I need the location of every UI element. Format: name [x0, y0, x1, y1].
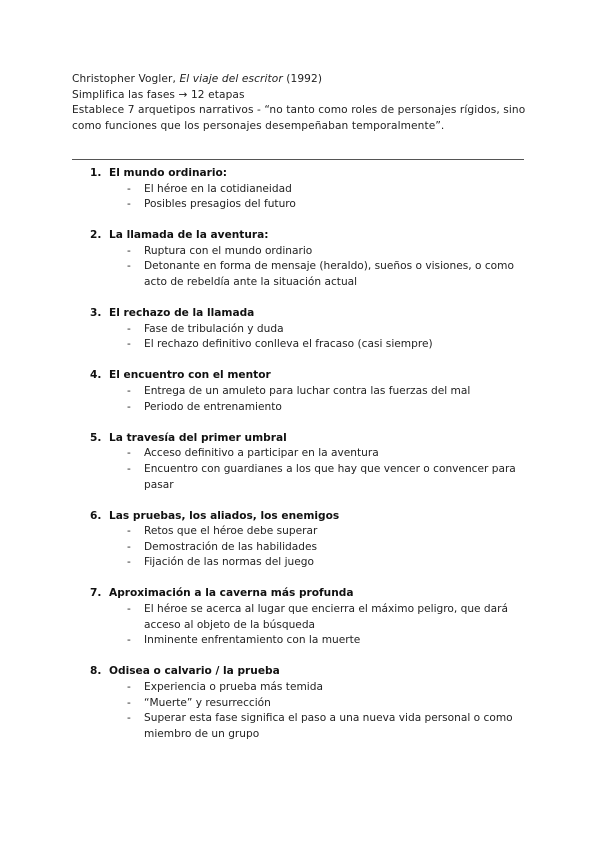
bullet-item: [72, 337, 532, 353]
stage-number: 7.: [90, 587, 102, 600]
bullet-text: El héroe se acerca al lugar que encierra el máximo peligro, que dará acceso al objeto de la búsqueda: [144, 603, 508, 631]
stage-bullet-list: [72, 244, 532, 291]
dash-bullet-icon: -: [127, 400, 131, 413]
dash-bullet-icon: -: [127, 540, 131, 553]
dash-bullet-icon: -: [127, 182, 131, 195]
bullet-item: [72, 462, 532, 493]
stage-number: 8.: [90, 665, 102, 678]
dash-bullet-icon: -: [127, 556, 131, 569]
stage-number: 3.: [90, 307, 102, 320]
bullet-item: [72, 602, 532, 633]
bullet-text: Experiencia o prueba más temida: [144, 680, 323, 693]
stage-section: [72, 228, 532, 290]
stage-section: [72, 306, 532, 353]
stage-title: Aproximación a la caverna más profunda: [109, 587, 354, 600]
stage-number: 6.: [90, 509, 102, 522]
stage-bullet-list: [72, 446, 532, 493]
stage-heading: [72, 431, 532, 447]
horizontal-divider: [72, 159, 524, 160]
dash-bullet-icon: -: [127, 260, 131, 273]
stage-heading: [72, 306, 532, 322]
book-title: El viaje del escritor: [179, 73, 283, 85]
stage-section: [72, 431, 532, 493]
stage-heading: [72, 664, 532, 680]
bullet-item: [72, 259, 532, 290]
bullet-item: [72, 446, 532, 462]
dash-bullet-icon: -: [127, 680, 131, 693]
stage-bullet-list: [72, 602, 532, 649]
bullet-item: [72, 633, 532, 649]
dash-bullet-icon: -: [127, 462, 131, 475]
bullet-text: El héroe en la cotidianeidad: [144, 182, 292, 195]
bullet-text: Demostración de las habilidades: [144, 540, 317, 553]
author-name: Christopher Vogler,: [72, 73, 180, 85]
stage-title: La travesía del primer umbral: [109, 431, 287, 444]
dash-bullet-icon: -: [127, 322, 131, 335]
bullet-item: [72, 711, 532, 742]
bullet-item: [72, 400, 532, 416]
bullet-text: Encuentro con guardianes a los que hay que vencer o convencer para pasar: [144, 462, 516, 491]
bullet-item: [72, 197, 532, 213]
stage-section: [72, 509, 532, 571]
bullet-text: Detonante en forma de mensaje (heraldo), sueños o visiones, o como acto de rebeldía ante la situación actual: [144, 260, 514, 289]
bullet-item: [72, 524, 532, 540]
stage-bullet-list: [72, 322, 532, 353]
dash-bullet-icon: -: [127, 338, 131, 351]
citation-line: [72, 72, 532, 88]
bullet-item: [72, 555, 532, 571]
stage-bullet-list: [72, 182, 532, 213]
stage-heading: [72, 509, 532, 525]
phases-summary: Simplifica las fases → 12 etapas: [72, 88, 245, 101]
stage-bullet-list: [72, 384, 532, 415]
bullet-item: [72, 244, 532, 260]
stage-title: La llamada de la aventura:: [109, 229, 269, 242]
dash-bullet-icon: -: [127, 603, 131, 616]
bullet-text: Periodo de entrenamiento: [144, 400, 282, 413]
bullet-text: Posibles presagios del futuro: [144, 198, 296, 211]
dash-bullet-icon: -: [127, 525, 131, 538]
bullet-text: “Muerte” y resurrección: [144, 696, 271, 709]
stage-section: [72, 586, 532, 648]
bullet-item: [72, 182, 532, 198]
dash-bullet-icon: -: [127, 447, 131, 460]
dash-bullet-icon: -: [127, 198, 131, 211]
intro-block: [72, 72, 532, 134]
bullet-text: Fase de tribulación y duda: [144, 322, 284, 335]
dash-bullet-icon: -: [127, 634, 131, 647]
dash-bullet-icon: -: [127, 385, 131, 398]
stage-section: [72, 664, 532, 742]
stage-title: Las pruebas, los aliados, los enemigos: [109, 509, 340, 522]
stage-heading: [72, 228, 532, 244]
archetypes-summary: Establece 7 arquetipos narrativos - “no tanto como roles de personajes rígidos, sino como funciones que los personajes desempeñaban temporalmente”.: [72, 104, 526, 132]
bullet-text: Superar esta fase significa el paso a una nueva vida personal o como miembro de un grupo: [144, 712, 513, 740]
stages-list: [72, 166, 532, 758]
publication-year: (1992): [282, 73, 323, 85]
bullet-item: [72, 540, 532, 556]
stage-section: [72, 368, 532, 415]
bullet-text: El rechazo definitivo conlleva el fracaso (casi siempre): [144, 338, 433, 351]
stage-section: [72, 166, 532, 213]
bullet-text: Ruptura con el mundo ordinario: [144, 244, 313, 257]
stage-number: 4.: [90, 369, 102, 382]
stage-heading: [72, 166, 532, 182]
stage-title: Odisea o calvario / la prueba: [109, 665, 280, 678]
stage-heading: [72, 368, 532, 384]
stage-heading: [72, 586, 532, 602]
stage-title: El rechazo de la llamada: [109, 307, 255, 320]
bullet-text: Retos que el héroe debe superar: [144, 525, 318, 538]
dash-bullet-icon: -: [127, 244, 131, 257]
stage-title: El encuentro con el mentor: [109, 369, 271, 382]
stage-number: 2.: [90, 229, 102, 242]
bullet-item: [72, 680, 532, 696]
bullet-item: [72, 384, 532, 400]
stage-bullet-list: [72, 524, 532, 571]
bullet-text: Acceso definitivo a participar en la aventura: [144, 447, 379, 460]
bullet-item: [72, 322, 532, 338]
stage-number: 5.: [90, 431, 102, 444]
dash-bullet-icon: -: [127, 712, 131, 725]
bullet-text: Entrega de un amuleto para luchar contra las fuerzas del mal: [144, 385, 471, 398]
bullet-text: Inminente enfrentamiento con la muerte: [144, 634, 361, 647]
stage-number: 1.: [90, 167, 102, 179]
bullet-text: Fijación de las normas del juego: [144, 556, 314, 569]
bullet-item: [72, 696, 532, 712]
stage-bullet-list: [72, 680, 532, 742]
stage-title: El mundo ordinario:: [109, 167, 228, 179]
dash-bullet-icon: -: [127, 696, 131, 709]
